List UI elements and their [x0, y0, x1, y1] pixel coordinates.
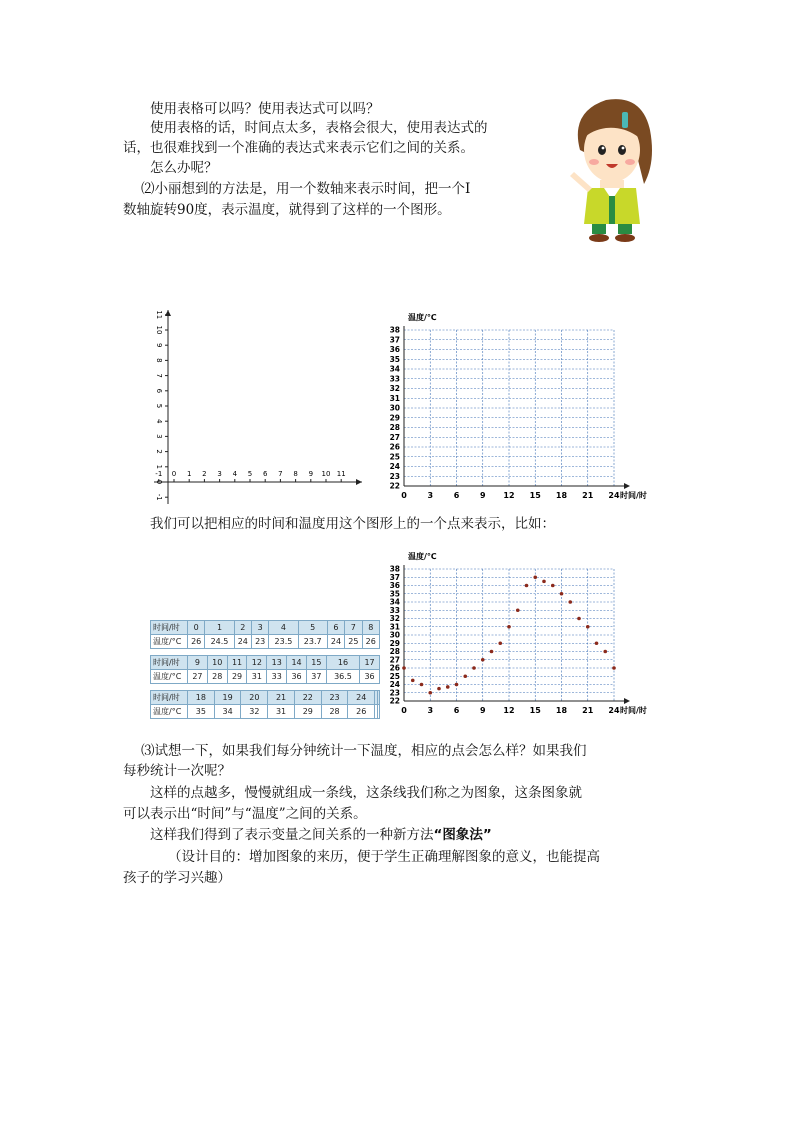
y-axis-tick-label: 10	[155, 325, 163, 335]
y-axis-tick-label: 24	[389, 680, 400, 689]
data-point	[560, 592, 564, 596]
data-table-2	[150, 655, 380, 684]
data-point	[490, 650, 494, 654]
girl-avatar	[566, 92, 658, 242]
y-axis-tick-label: -1	[155, 493, 163, 501]
time-cell: 14	[287, 656, 307, 670]
y-axis-tick-label: 26	[389, 663, 400, 673]
data-point	[411, 679, 415, 683]
time-cell: 3	[251, 621, 268, 635]
data-point	[402, 666, 406, 670]
paragraph-graph-line2: 可以表示出“时间”与“温度”之间的关系。	[123, 806, 367, 822]
temperature-cell: 37	[306, 670, 326, 684]
time-cell: 21	[268, 691, 295, 705]
temperature-row-label: 温度/°C	[151, 635, 188, 649]
time-cell: 2	[234, 621, 251, 635]
time-row	[151, 656, 380, 670]
y-axis-tick-label: 22	[389, 481, 400, 491]
temperature-cell: 24	[234, 635, 251, 649]
temperature-cell: 29	[227, 670, 247, 684]
y-axis-tick-label: 38	[389, 564, 400, 574]
x-axis-title: 时间/时	[620, 491, 647, 500]
x-axis-tick-label: 10	[321, 470, 331, 478]
x-axis-tick-label: 4	[232, 470, 238, 478]
y-axis-title: 温度/℃	[408, 552, 437, 561]
x-axis-tick-label: 18	[555, 491, 568, 500]
time-cell: 22	[294, 691, 321, 705]
data-point	[472, 666, 476, 670]
x-axis-tick-label: 21	[582, 491, 594, 500]
y-axis-tick-label: 28	[389, 647, 400, 656]
y-axis-tick-label: 26	[389, 442, 400, 452]
paragraph-method-line1: ⑵小丽想到的方法是，用一个数轴来表示时间，把一个Ⅰ	[141, 181, 471, 197]
temperature-cell: 23.5	[269, 635, 298, 649]
y-axis-tick-label: 25	[389, 452, 400, 462]
temperature-cell: 29	[294, 705, 321, 719]
temperature-cell: 27	[188, 670, 208, 684]
paragraph-point-explain: 我们可以把相应的时间和温度用这个图形上的一个点来表示，比如：	[150, 516, 555, 532]
y-axis-tick-label: 4	[155, 418, 163, 424]
y-axis-tick-label: 24	[389, 462, 400, 471]
data-table-3	[150, 690, 380, 719]
data-point	[481, 658, 485, 662]
y-axis-tick-label: 25	[389, 671, 400, 681]
x-axis-tick-label: 6	[453, 706, 460, 715]
y-axis-tick-label: 34	[389, 597, 400, 607]
y-axis-tick-label: 30	[389, 403, 400, 413]
graph-method-term: “图象法”	[433, 827, 492, 843]
paragraph-new-method	[150, 827, 492, 843]
data-point	[507, 625, 511, 629]
y-axis-tick-label: 2	[155, 449, 163, 454]
data-point	[595, 641, 599, 645]
time-cell: 11	[227, 656, 247, 670]
time-cell: 13	[267, 656, 287, 670]
paragraph-design-purpose-line2: 孩子的学习兴趣）	[123, 870, 231, 886]
time-row-label: 时间/时	[151, 691, 188, 705]
new-method-text: 这样我们得到了表示变量之间关系的一种新方法	[150, 827, 434, 843]
temperature-cell: 33	[267, 670, 287, 684]
time-temperature-tables	[150, 620, 380, 725]
y-axis-tick-label: 28	[389, 423, 400, 432]
temperature-cell: 26	[348, 705, 375, 719]
y-axis-tick-label: 27	[389, 655, 400, 665]
temperature-cell: 24.5	[205, 635, 234, 649]
x-axis-tick-label: 12	[503, 706, 515, 715]
time-row	[151, 691, 380, 705]
time-cell: 10	[207, 656, 227, 670]
x-axis-arrow	[624, 483, 630, 489]
x-axis-tick-label: 0	[401, 706, 407, 715]
y-axis-tick-label: 1	[155, 464, 163, 470]
y-axis-tick-label: 32	[389, 384, 400, 393]
temperature-cell: 32	[241, 705, 268, 719]
time-cell: 5	[298, 621, 327, 635]
temperature-cell: 23.7	[298, 635, 327, 649]
data-point	[437, 687, 441, 691]
data-point	[516, 608, 520, 612]
x-axis-tick-label: 21	[582, 706, 594, 715]
temperature-cell: 23	[251, 635, 268, 649]
empty-temperature-grid	[378, 305, 658, 505]
x-axis-tick-label: 3	[427, 491, 434, 500]
y-axis-tick-label: 23	[389, 688, 400, 698]
y-axis-tick-label: 33	[389, 605, 400, 615]
temperature-row	[151, 705, 380, 719]
temperature-cell: 31	[247, 670, 267, 684]
temperature-cell: 36.5	[326, 670, 359, 684]
x-axis-tick-label: 9	[308, 470, 314, 478]
y-axis-tick-label: 8	[155, 358, 163, 363]
x-axis-tick-label: 5	[247, 470, 253, 478]
data-point	[463, 674, 467, 678]
x-axis-tick-label: 15	[529, 491, 541, 500]
temperature-row-label: 温度/°C	[151, 705, 188, 719]
x-axis-tick-label: 2	[202, 470, 207, 478]
time-cell: 19	[214, 691, 241, 705]
data-point	[586, 625, 590, 629]
y-axis-tick-label: 38	[389, 325, 400, 335]
y-axis-tick-label: 7	[155, 373, 163, 378]
temperature-row-label: 温度/°C	[151, 670, 188, 684]
temperature-cell: 25	[345, 635, 362, 649]
data-point	[446, 685, 450, 689]
y-axis-tick-label: 34	[389, 364, 400, 374]
x-axis-tick-label: -1	[155, 470, 163, 478]
paragraph-answer-line1: 使用表格的话，时间点太多，表格会很大，使用表达式的	[150, 120, 488, 136]
temperature-cell: 31	[268, 705, 295, 719]
y-axis-title: 温度/℃	[408, 313, 437, 322]
x-axis-tick-label: 24	[608, 706, 620, 715]
temperature-cell: 36	[360, 670, 380, 684]
y-axis-tick-label: 22	[389, 696, 400, 706]
paragraph-question: 使用表格可以吗？使用表达式可以吗？	[150, 101, 380, 117]
x-axis-tick-label: 0	[401, 491, 407, 500]
time-cell: 18	[188, 691, 215, 705]
temperature-cell: 35	[188, 705, 215, 719]
data-point	[542, 580, 546, 584]
x-axis-tick-label: 3	[427, 706, 434, 715]
number-axes-figure	[150, 308, 366, 508]
y-axis-tick-label: 36	[389, 581, 400, 590]
x-axis-tick-label: 6	[453, 491, 460, 500]
data-point	[551, 584, 555, 588]
x-axis-arrow	[356, 479, 362, 485]
temperature-cell: 26	[362, 635, 379, 649]
data-point	[603, 650, 607, 654]
time-cell: 4	[269, 621, 298, 635]
y-axis-tick-label: 33	[389, 374, 400, 384]
y-axis-tick-label: 9	[155, 342, 163, 348]
x-axis-tick-label: 8	[293, 470, 298, 478]
x-axis-tick-label: 11	[336, 470, 346, 478]
y-axis-tick-label: 30	[389, 630, 400, 640]
data-point	[428, 691, 432, 695]
y-axis-tick-label: 27	[389, 432, 400, 442]
y-axis-tick-label: 6	[155, 388, 163, 394]
data-point	[498, 641, 502, 645]
time-cell: 20	[241, 691, 268, 705]
time-row-label: 时间/时	[151, 656, 188, 670]
y-axis-tick-label: 35	[389, 589, 400, 599]
x-axis-tick-label: 12	[503, 491, 515, 500]
paragraph-design-purpose-line1: （设计目的：增加图象的来历，便于学生正确理解图象的意义，也能提高	[168, 849, 600, 865]
time-cell: 8	[362, 621, 379, 635]
x-axis-tick-label: 15	[529, 706, 541, 715]
time-cell: 23	[321, 691, 348, 705]
time-cell: 24	[348, 691, 375, 705]
y-axis-tick-label: 11	[155, 310, 163, 320]
y-axis-tick-label: 29	[389, 638, 400, 648]
x-axis-tick-label: 18	[555, 706, 568, 715]
data-table-1	[150, 620, 380, 649]
time-cell: 15	[306, 656, 326, 670]
temperature-cell: 34	[214, 705, 241, 719]
x-axis-tick-label: 24	[608, 491, 620, 500]
time-cell: 6	[327, 621, 344, 635]
y-axis-tick-label: 3	[155, 434, 163, 439]
x-axis-tick-label: 3	[217, 470, 222, 478]
y-axis-tick-label: 29	[389, 413, 400, 423]
time-cell: 12	[247, 656, 267, 670]
data-point	[612, 666, 616, 670]
paragraph-method-line2: 数轴旋转90度，表示温度，就得到了这样的一个图形。	[123, 202, 451, 218]
x-axis-arrow	[624, 698, 630, 704]
y-axis-tick-label: 37	[389, 572, 400, 582]
temperature-scatter-chart	[378, 545, 658, 730]
y-axis-tick-label: 5	[155, 403, 163, 409]
y-axis-tick-label: 37	[389, 335, 400, 345]
time-cell: 7	[345, 621, 362, 635]
data-point	[420, 683, 424, 687]
data-point	[455, 683, 459, 687]
x-axis-tick-label: 9	[479, 491, 486, 500]
y-axis-tick-label: 36	[389, 345, 400, 354]
time-cell: 16	[326, 656, 359, 670]
time-row-label: 时间/时	[151, 621, 188, 635]
x-axis-tick-label: 6	[262, 470, 268, 478]
data-point	[533, 575, 537, 579]
x-axis-tick-label: 7	[278, 470, 283, 478]
y-axis-tick-label: 32	[389, 614, 400, 623]
temperature-cell: 36	[287, 670, 307, 684]
temperature-row	[151, 635, 380, 649]
temperature-cell: 28	[321, 705, 348, 719]
data-point	[525, 584, 529, 588]
time-cell: 0	[188, 621, 205, 635]
paragraph-what-to-do: 怎么办呢？	[150, 160, 218, 176]
data-point	[577, 617, 581, 621]
temperature-cell: 26	[188, 635, 205, 649]
y-axis-tick-label: 31	[389, 393, 400, 403]
time-cell: 9	[188, 656, 208, 670]
x-axis-tick-label: 1	[186, 470, 192, 478]
x-axis-tick-label: 0	[171, 470, 177, 478]
y-axis-tick-label: 35	[389, 354, 400, 364]
temperature-cell: 28	[207, 670, 227, 684]
time-row	[151, 621, 380, 635]
paragraph-thought-line2: 每秒统计一次呢？	[123, 763, 231, 779]
y-axis-tick-label: 31	[389, 622, 400, 632]
paragraph-thought-line1: ⑶试想一下，如果我们每分钟统计一下温度，相应的点会怎么样？如果我们	[141, 743, 587, 759]
y-axis-tick-label: 0	[155, 479, 163, 485]
y-axis-tick-label: 23	[389, 471, 400, 481]
time-cell: 1	[205, 621, 234, 635]
paragraph-graph-line1: 这样的点越多，慢慢就组成一条线，这条线我们称之为图象，这条图象就	[150, 785, 582, 801]
data-point	[568, 600, 572, 604]
temperature-row	[151, 670, 380, 684]
time-cell: 17	[360, 656, 380, 670]
x-axis-title: 时间/时	[620, 706, 647, 715]
temperature-cell: 24	[327, 635, 344, 649]
x-axis-tick-label: 9	[479, 706, 486, 715]
paragraph-answer-line2: 话，也很难找到一个准确的表达式来表示它们之间的关系。	[123, 140, 474, 156]
